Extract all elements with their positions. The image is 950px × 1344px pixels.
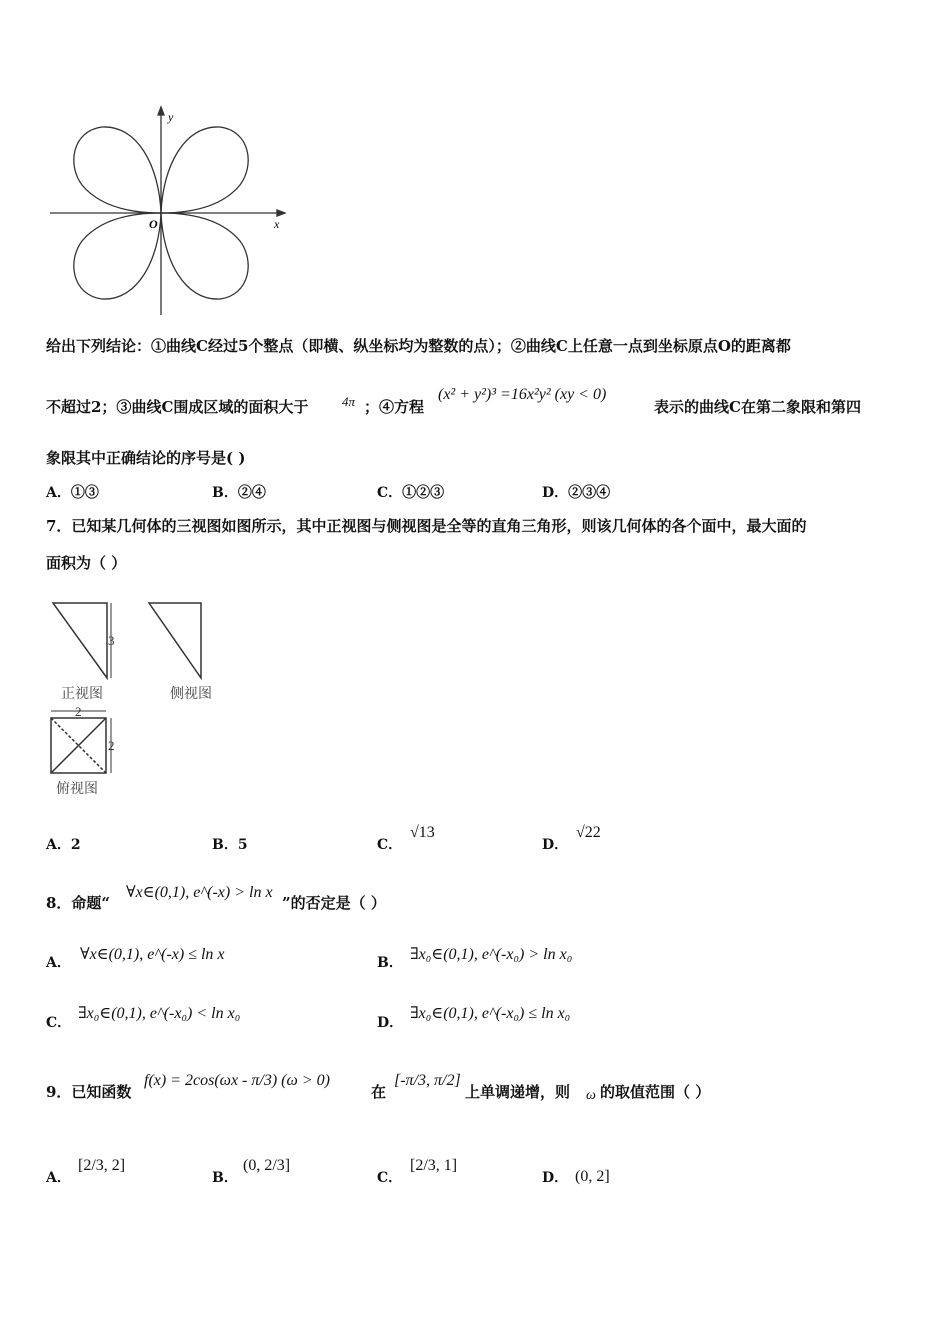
q9-suffix-a: 上单调递增，则 [465, 1083, 571, 1101]
q8-option-a-value: ∀x∈(0,1), e^(-x) ≤ ln x [80, 946, 225, 963]
q9-mid: 在 [371, 1083, 387, 1101]
q9-option-c[interactable]: C． [377, 1170, 403, 1186]
q7-option-a[interactable]: A．2 [46, 837, 81, 853]
q8-option-b[interactable]: B． [377, 955, 403, 971]
q9-option-c-value: [2/3, 1] [410, 1157, 458, 1174]
q8-statement: ∀x∈(0,1), e^(-x) > ln x [126, 884, 273, 901]
dim-width: 2 [75, 704, 82, 719]
leaf-quadrant-4 [161, 213, 248, 299]
q9-option-d-value: (0, 2] [575, 1168, 610, 1185]
dim-depth: 2 [108, 738, 115, 753]
four-leaf-curve-figure [45, 105, 295, 320]
q6-line-2-c: 表示的曲线C在第二象限和第四 [654, 398, 861, 416]
q6-option-c[interactable]: C．①②③ [377, 485, 445, 501]
q6-line-2-a: 不超过2；③曲线C围成区域的面积大于 [46, 398, 309, 416]
q6-line-1: 给出下列结论：①曲线C经过5个整点（即横、纵坐标均为整数的点）；②曲线C上任意一点到坐标原点O的距离都 [46, 337, 791, 355]
q8-suffix: ”的否定是（ ） [282, 894, 386, 912]
origin-label: O [149, 217, 158, 231]
q6-line-2 [46, 397, 308, 417]
leaf-quadrant-2 [74, 127, 161, 213]
q8-prefix: 8．命题“ [46, 894, 111, 912]
q9-option-d[interactable]: D． [542, 1170, 569, 1186]
q7-option-d[interactable]: D． [542, 837, 569, 853]
q9-option-b-value: (0, 2/3] [243, 1157, 291, 1174]
top-view-caption: 俯视图 [56, 781, 98, 797]
q6-equation: (x² + y²)³ =16x²y² (xy < 0) [438, 386, 607, 403]
q8-option-d-value: ∃x₀∈(0,1), e^(-x₀) ≤ ln x₀ [410, 1005, 571, 1022]
leaf-quadrant-1 [161, 127, 248, 213]
q8-option-c-value: ∃x₀∈(0,1), e^(-x₀) < ln x₀ [78, 1005, 241, 1022]
q9-option-b[interactable]: B． [212, 1170, 238, 1186]
y-axis-label: y [168, 110, 174, 124]
area-value: 4π [342, 394, 356, 409]
q9-suffix-b: 的取值范围（ ） [600, 1083, 711, 1101]
q7-option-d-value: √22 [576, 824, 601, 841]
q9-omega: ω [586, 1088, 596, 1103]
q7-option-b[interactable]: B．5 [212, 837, 248, 853]
q9-option-a[interactable]: A． [46, 1170, 71, 1186]
q6-option-a[interactable]: A．①③ [46, 485, 99, 501]
q7-option-c[interactable]: C． [377, 837, 403, 853]
q8-option-b-value: ∃x₀∈(0,1), e^(-x₀) > ln x₀ [410, 946, 573, 963]
side-view-caption: 侧视图 [170, 686, 212, 702]
q6-line-3: 象限其中正确结论的序号是( ) [46, 449, 246, 467]
q8-option-a[interactable]: A． [46, 955, 71, 971]
front-view-triangle [53, 603, 107, 678]
q8-option-d[interactable]: D． [377, 1015, 404, 1031]
y-axis-arrow [158, 107, 164, 115]
q7-option-c-value: √13 [410, 824, 435, 841]
x-axis-label: x [274, 217, 280, 231]
dim-height: 3 [108, 633, 115, 648]
q9-prefix: 9．已知函数 [46, 1083, 132, 1101]
q6-line-2-b: ；④方程 [364, 398, 425, 416]
x-axis-arrow [277, 210, 285, 216]
q9-option-a-value: [2/3, 2] [78, 1157, 126, 1174]
q6-option-b[interactable]: B．②④ [212, 485, 266, 501]
side-view-triangle [149, 603, 201, 678]
q7-line-1: 7．已知某几何体的三视图如图所示，其中正视图与侧视图是全等的直角三角形，则该几何体的各个面中，最大面的 [46, 517, 807, 535]
q9-interval: [-π/3, π/2] [394, 1072, 461, 1089]
front-view-caption: 正视图 [61, 686, 103, 702]
q7-line-2: 面积为（ ） [46, 554, 127, 572]
leaf-quadrant-3 [74, 213, 161, 299]
q9-function: f(x) = 2cos(ωx - π/3) (ω > 0) [144, 1072, 330, 1089]
q6-option-d[interactable]: D．②③④ [542, 485, 611, 501]
q8-option-c[interactable]: C． [46, 1015, 72, 1031]
